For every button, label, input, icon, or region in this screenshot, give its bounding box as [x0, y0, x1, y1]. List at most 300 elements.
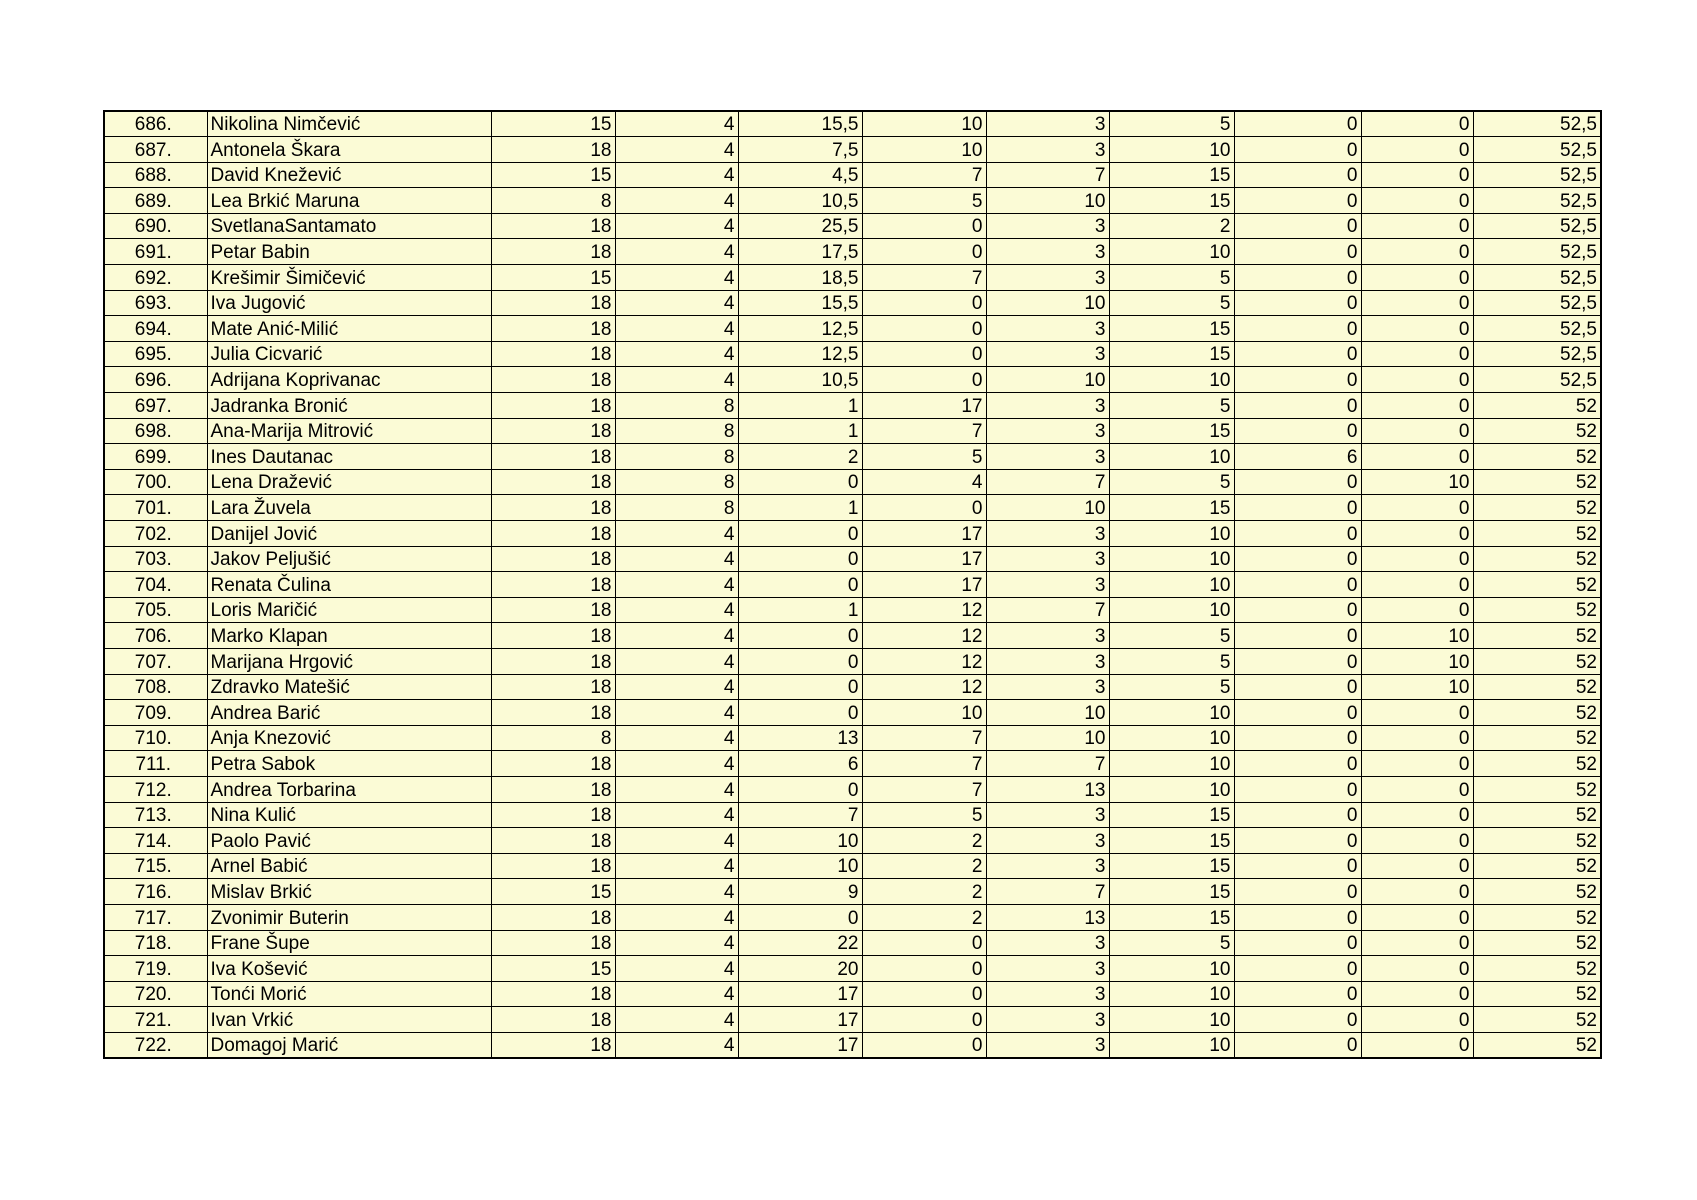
score-cell-3: 25,5 [738, 213, 862, 239]
table-row [104, 597, 1601, 623]
score-cell-3: 0 [738, 572, 862, 598]
score-cell-7: 0 [1234, 572, 1361, 598]
total-cell: 52 [1473, 828, 1601, 854]
name-cell: Antonela Škara [207, 137, 491, 163]
name-cell: Lea Brkić Maruna [207, 188, 491, 214]
score-cell-3: 1 [738, 418, 862, 444]
score-cell-7: 0 [1234, 265, 1361, 291]
score-cell-6: 10 [1109, 572, 1234, 598]
score-cell-8: 0 [1361, 1007, 1473, 1033]
table-row [104, 981, 1601, 1007]
name-cell: Petar Babin [207, 239, 491, 265]
total-cell: 52,5 [1473, 111, 1601, 137]
score-cell-5: 3 [986, 546, 1109, 572]
score-cell-6: 10 [1109, 1032, 1234, 1058]
score-cell-2: 8 [615, 444, 738, 470]
score-cell-4: 10 [862, 137, 986, 163]
score-cell-1: 15 [491, 162, 615, 188]
score-cell-1: 18 [491, 546, 615, 572]
score-cell-7: 0 [1234, 213, 1361, 239]
score-cell-1: 18 [491, 137, 615, 163]
score-cell-7: 0 [1234, 367, 1361, 393]
score-cell-3: 0 [738, 776, 862, 802]
score-cell-6: 10 [1109, 597, 1234, 623]
name-cell: Ana-Marija Mitrović [207, 418, 491, 444]
score-cell-7: 0 [1234, 188, 1361, 214]
score-cell-2: 4 [615, 776, 738, 802]
name-cell: Marijana Hrgović [207, 648, 491, 674]
score-cell-5: 3 [986, 111, 1109, 137]
score-cell-7: 0 [1234, 290, 1361, 316]
score-cell-6: 5 [1109, 674, 1234, 700]
score-cell-6: 10 [1109, 137, 1234, 163]
total-cell: 52 [1473, 1032, 1601, 1058]
total-cell: 52,5 [1473, 290, 1601, 316]
rank-cell: 693. [104, 290, 207, 316]
score-cell-7: 0 [1234, 674, 1361, 700]
score-cell-2: 4 [615, 213, 738, 239]
name-cell: Marko Klapan [207, 623, 491, 649]
score-cell-7: 0 [1234, 239, 1361, 265]
rank-cell: 716. [104, 879, 207, 905]
total-cell: 52,5 [1473, 162, 1601, 188]
score-cell-4: 12 [862, 648, 986, 674]
total-cell: 52,5 [1473, 341, 1601, 367]
score-cell-2: 4 [615, 700, 738, 726]
rank-cell: 698. [104, 418, 207, 444]
score-cell-1: 18 [491, 572, 615, 598]
score-cell-8: 0 [1361, 930, 1473, 956]
score-cell-6: 15 [1109, 853, 1234, 879]
table-row [104, 111, 1601, 137]
score-cell-3: 10 [738, 853, 862, 879]
score-cell-1: 15 [491, 879, 615, 905]
name-cell: Lara Žuvela [207, 495, 491, 521]
score-cell-2: 4 [615, 725, 738, 751]
name-cell: Petra Sabok [207, 751, 491, 777]
score-cell-8: 0 [1361, 828, 1473, 854]
score-cell-7: 0 [1234, 700, 1361, 726]
score-cell-2: 4 [615, 674, 738, 700]
score-cell-3: 0 [738, 700, 862, 726]
score-cell-8: 0 [1361, 956, 1473, 982]
score-cell-5: 3 [986, 418, 1109, 444]
score-cell-1: 18 [491, 828, 615, 854]
score-cell-7: 0 [1234, 1032, 1361, 1058]
name-cell: Domagoj Marić [207, 1032, 491, 1058]
rank-cell: 704. [104, 572, 207, 598]
score-cell-5: 3 [986, 265, 1109, 291]
score-cell-7: 0 [1234, 316, 1361, 342]
score-cell-3: 0 [738, 648, 862, 674]
score-cell-2: 4 [615, 290, 738, 316]
rank-cell: 701. [104, 495, 207, 521]
score-cell-3: 9 [738, 879, 862, 905]
score-cell-8: 0 [1361, 572, 1473, 598]
table-row [104, 1007, 1601, 1033]
score-cell-6: 15 [1109, 162, 1234, 188]
table-row [104, 418, 1601, 444]
table-row [104, 853, 1601, 879]
total-cell: 52 [1473, 904, 1601, 930]
table-row [104, 828, 1601, 854]
score-cell-6: 10 [1109, 956, 1234, 982]
score-cell-7: 0 [1234, 546, 1361, 572]
total-cell: 52,5 [1473, 265, 1601, 291]
table-row [104, 137, 1601, 163]
score-cell-6: 5 [1109, 623, 1234, 649]
score-cell-5: 7 [986, 751, 1109, 777]
total-cell: 52 [1473, 444, 1601, 470]
rank-cell: 705. [104, 597, 207, 623]
name-cell: Lena Dražević [207, 469, 491, 495]
name-cell: Ines Dautanac [207, 444, 491, 470]
rank-cell: 703. [104, 546, 207, 572]
score-cell-6: 5 [1109, 111, 1234, 137]
score-cell-1: 18 [491, 469, 615, 495]
score-cell-5: 3 [986, 623, 1109, 649]
score-cell-2: 8 [615, 393, 738, 419]
score-cell-5: 3 [986, 853, 1109, 879]
score-cell-3: 4,5 [738, 162, 862, 188]
score-cell-5: 3 [986, 444, 1109, 470]
table-row [104, 802, 1601, 828]
score-cell-7: 0 [1234, 521, 1361, 547]
score-cell-7: 0 [1234, 623, 1361, 649]
rank-cell: 700. [104, 469, 207, 495]
total-cell: 52 [1473, 495, 1601, 521]
score-cell-3: 2 [738, 444, 862, 470]
score-cell-3: 15,5 [738, 111, 862, 137]
score-cell-2: 4 [615, 1032, 738, 1058]
score-cell-8: 0 [1361, 725, 1473, 751]
score-cell-5: 3 [986, 137, 1109, 163]
results-table [103, 110, 1602, 1059]
score-cell-6: 10 [1109, 521, 1234, 547]
score-cell-8: 0 [1361, 444, 1473, 470]
score-cell-7: 0 [1234, 648, 1361, 674]
score-cell-3: 7 [738, 802, 862, 828]
score-cell-6: 10 [1109, 367, 1234, 393]
score-cell-7: 0 [1234, 904, 1361, 930]
score-cell-1: 18 [491, 341, 615, 367]
table-row [104, 188, 1601, 214]
table-row [104, 623, 1601, 649]
score-cell-3: 17 [738, 1032, 862, 1058]
score-cell-3: 0 [738, 674, 862, 700]
score-cell-8: 0 [1361, 316, 1473, 342]
score-cell-3: 17 [738, 981, 862, 1007]
score-cell-5: 3 [986, 828, 1109, 854]
total-cell: 52 [1473, 725, 1601, 751]
score-cell-4: 17 [862, 572, 986, 598]
score-cell-5: 3 [986, 1007, 1109, 1033]
score-cell-8: 0 [1361, 239, 1473, 265]
table-row [104, 162, 1601, 188]
score-cell-3: 1 [738, 597, 862, 623]
table-row [104, 546, 1601, 572]
table-row [104, 341, 1601, 367]
score-cell-8: 0 [1361, 546, 1473, 572]
score-cell-7: 0 [1234, 341, 1361, 367]
score-cell-5: 10 [986, 495, 1109, 521]
rank-cell: 689. [104, 188, 207, 214]
table-row [104, 930, 1601, 956]
score-cell-3: 12,5 [738, 341, 862, 367]
score-cell-2: 4 [615, 623, 738, 649]
score-cell-1: 15 [491, 265, 615, 291]
table-row [104, 265, 1601, 291]
rank-cell: 718. [104, 930, 207, 956]
score-cell-4: 17 [862, 393, 986, 419]
score-cell-1: 18 [491, 776, 615, 802]
name-cell: Zvonimir Buterin [207, 904, 491, 930]
rank-cell: 709. [104, 700, 207, 726]
name-cell: Ivan Vrkić [207, 1007, 491, 1033]
score-cell-5: 3 [986, 1032, 1109, 1058]
score-cell-4: 7 [862, 418, 986, 444]
table-row [104, 444, 1601, 470]
total-cell: 52,5 [1473, 213, 1601, 239]
score-cell-2: 4 [615, 521, 738, 547]
total-cell: 52 [1473, 700, 1601, 726]
score-cell-6: 15 [1109, 802, 1234, 828]
name-cell: Krešimir Šimičević [207, 265, 491, 291]
score-cell-2: 4 [615, 572, 738, 598]
rank-cell: 712. [104, 776, 207, 802]
score-cell-6: 5 [1109, 393, 1234, 419]
score-cell-5: 7 [986, 879, 1109, 905]
score-cell-3: 20 [738, 956, 862, 982]
score-cell-1: 18 [491, 418, 615, 444]
table-row [104, 776, 1601, 802]
score-cell-1: 18 [491, 751, 615, 777]
score-cell-2: 4 [615, 265, 738, 291]
score-cell-4: 0 [862, 290, 986, 316]
score-cell-5: 3 [986, 802, 1109, 828]
score-cell-8: 0 [1361, 751, 1473, 777]
score-cell-8: 0 [1361, 188, 1473, 214]
rank-cell: 687. [104, 137, 207, 163]
score-cell-1: 18 [491, 802, 615, 828]
score-cell-7: 0 [1234, 1007, 1361, 1033]
name-cell: Jakov Peljušić [207, 546, 491, 572]
table-row [104, 700, 1601, 726]
score-cell-4: 2 [862, 828, 986, 854]
score-cell-3: 0 [738, 623, 862, 649]
score-cell-6: 15 [1109, 316, 1234, 342]
score-cell-4: 5 [862, 802, 986, 828]
score-cell-3: 10,5 [738, 188, 862, 214]
score-cell-6: 10 [1109, 700, 1234, 726]
rank-cell: 708. [104, 674, 207, 700]
score-cell-7: 0 [1234, 930, 1361, 956]
table-row [104, 393, 1601, 419]
score-cell-2: 4 [615, 137, 738, 163]
score-cell-3: 10,5 [738, 367, 862, 393]
rank-cell: 690. [104, 213, 207, 239]
score-cell-8: 0 [1361, 162, 1473, 188]
score-cell-3: 7,5 [738, 137, 862, 163]
total-cell: 52 [1473, 623, 1601, 649]
total-cell: 52 [1473, 956, 1601, 982]
table-row [104, 725, 1601, 751]
score-cell-8: 0 [1361, 265, 1473, 291]
rank-cell: 702. [104, 521, 207, 547]
score-cell-2: 8 [615, 418, 738, 444]
score-cell-7: 0 [1234, 828, 1361, 854]
score-cell-7: 0 [1234, 597, 1361, 623]
score-cell-1: 18 [491, 981, 615, 1007]
total-cell: 52 [1473, 572, 1601, 598]
score-cell-4: 7 [862, 751, 986, 777]
score-cell-5: 10 [986, 700, 1109, 726]
score-cell-8: 0 [1361, 341, 1473, 367]
score-cell-2: 8 [615, 495, 738, 521]
score-cell-5: 3 [986, 648, 1109, 674]
score-cell-8: 0 [1361, 904, 1473, 930]
score-cell-3: 6 [738, 751, 862, 777]
score-cell-8: 0 [1361, 802, 1473, 828]
table-body [104, 111, 1601, 1058]
score-cell-8: 10 [1361, 674, 1473, 700]
score-cell-1: 18 [491, 853, 615, 879]
rank-cell: 691. [104, 239, 207, 265]
score-cell-8: 0 [1361, 393, 1473, 419]
score-cell-8: 0 [1361, 597, 1473, 623]
table-row [104, 904, 1601, 930]
total-cell: 52 [1473, 469, 1601, 495]
name-cell: Frane Šupe [207, 930, 491, 956]
score-cell-5: 10 [986, 367, 1109, 393]
name-cell: Andrea Torbarina [207, 776, 491, 802]
table-row [104, 495, 1601, 521]
score-cell-8: 0 [1361, 137, 1473, 163]
score-cell-8: 0 [1361, 367, 1473, 393]
rank-cell: 722. [104, 1032, 207, 1058]
rank-cell: 697. [104, 393, 207, 419]
score-cell-3: 15,5 [738, 290, 862, 316]
table-row [104, 469, 1601, 495]
score-cell-1: 8 [491, 725, 615, 751]
table-row [104, 1032, 1601, 1058]
score-cell-8: 0 [1361, 418, 1473, 444]
score-cell-2: 4 [615, 1007, 738, 1033]
score-cell-5: 3 [986, 572, 1109, 598]
score-cell-8: 0 [1361, 981, 1473, 1007]
score-cell-8: 0 [1361, 879, 1473, 905]
score-cell-7: 0 [1234, 418, 1361, 444]
score-cell-4: 12 [862, 674, 986, 700]
score-cell-7: 0 [1234, 111, 1361, 137]
score-cell-4: 0 [862, 316, 986, 342]
score-cell-3: 0 [738, 904, 862, 930]
score-cell-1: 18 [491, 597, 615, 623]
table-row [104, 367, 1601, 393]
score-cell-6: 2 [1109, 213, 1234, 239]
score-cell-1: 18 [491, 495, 615, 521]
score-cell-4: 0 [862, 341, 986, 367]
table-row [104, 521, 1601, 547]
score-cell-1: 18 [491, 521, 615, 547]
total-cell: 52 [1473, 418, 1601, 444]
score-cell-4: 5 [862, 444, 986, 470]
score-cell-2: 4 [615, 802, 738, 828]
table-row [104, 648, 1601, 674]
score-cell-1: 18 [491, 290, 615, 316]
score-cell-4: 0 [862, 367, 986, 393]
score-cell-6: 15 [1109, 828, 1234, 854]
score-cell-8: 0 [1361, 1032, 1473, 1058]
score-cell-7: 0 [1234, 879, 1361, 905]
score-cell-2: 4 [615, 879, 738, 905]
name-cell: Renata Čulina [207, 572, 491, 598]
score-cell-5: 10 [986, 725, 1109, 751]
score-cell-1: 18 [491, 904, 615, 930]
total-cell: 52 [1473, 1007, 1601, 1033]
score-cell-4: 17 [862, 521, 986, 547]
score-cell-3: 0 [738, 521, 862, 547]
score-cell-4: 0 [862, 495, 986, 521]
total-cell: 52 [1473, 930, 1601, 956]
score-cell-3: 18,5 [738, 265, 862, 291]
score-cell-1: 18 [491, 700, 615, 726]
table-row [104, 674, 1601, 700]
score-cell-5: 13 [986, 904, 1109, 930]
score-cell-8: 0 [1361, 111, 1473, 137]
score-cell-4: 7 [862, 265, 986, 291]
score-cell-4: 7 [862, 725, 986, 751]
score-cell-7: 0 [1234, 751, 1361, 777]
rank-cell: 688. [104, 162, 207, 188]
score-cell-1: 18 [491, 930, 615, 956]
score-cell-3: 1 [738, 495, 862, 521]
score-cell-5: 13 [986, 776, 1109, 802]
name-cell: Julia Cicvarić [207, 341, 491, 367]
score-cell-4: 7 [862, 776, 986, 802]
total-cell: 52,5 [1473, 137, 1601, 163]
score-cell-7: 0 [1234, 495, 1361, 521]
score-cell-6: 5 [1109, 265, 1234, 291]
score-cell-6: 10 [1109, 725, 1234, 751]
score-cell-4: 0 [862, 213, 986, 239]
score-cell-7: 6 [1234, 444, 1361, 470]
total-cell: 52 [1473, 853, 1601, 879]
score-cell-5: 3 [986, 930, 1109, 956]
score-cell-4: 2 [862, 853, 986, 879]
score-cell-8: 10 [1361, 648, 1473, 674]
score-cell-1: 18 [491, 213, 615, 239]
score-cell-2: 4 [615, 853, 738, 879]
score-cell-7: 0 [1234, 725, 1361, 751]
score-cell-7: 0 [1234, 853, 1361, 879]
total-cell: 52 [1473, 597, 1601, 623]
score-cell-3: 10 [738, 828, 862, 854]
score-cell-1: 18 [491, 239, 615, 265]
name-cell: David Knežević [207, 162, 491, 188]
score-cell-6: 15 [1109, 495, 1234, 521]
score-cell-4: 0 [862, 1032, 986, 1058]
score-cell-4: 12 [862, 623, 986, 649]
total-cell: 52,5 [1473, 316, 1601, 342]
score-cell-5: 3 [986, 674, 1109, 700]
score-cell-4: 0 [862, 981, 986, 1007]
score-cell-6: 5 [1109, 648, 1234, 674]
score-cell-5: 10 [986, 290, 1109, 316]
score-cell-2: 4 [615, 930, 738, 956]
score-cell-4: 2 [862, 879, 986, 905]
score-cell-5: 10 [986, 188, 1109, 214]
